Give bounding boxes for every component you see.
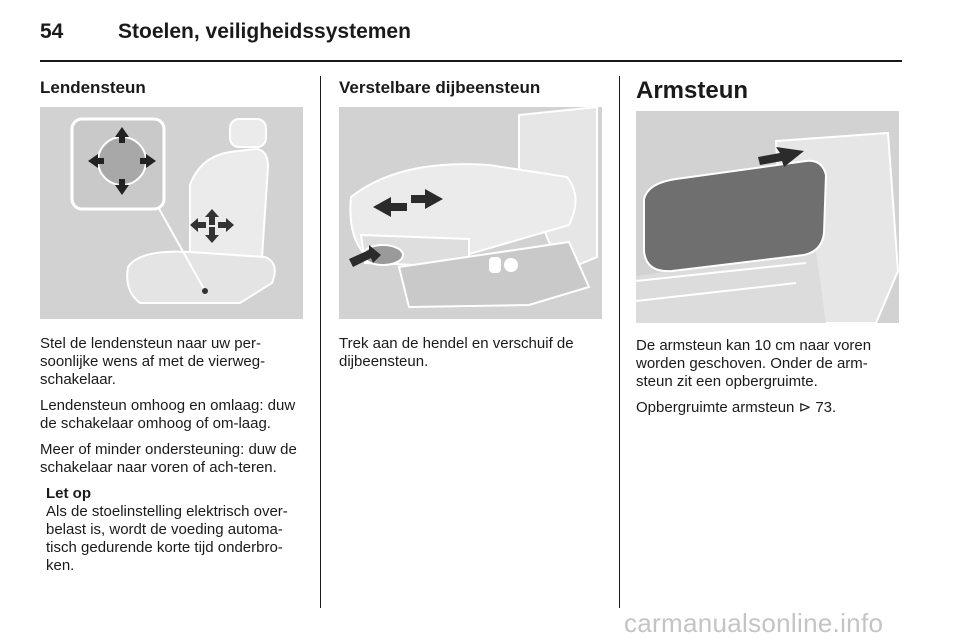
- section-armsteun: [636, 76, 902, 425]
- section-lendensteun: [40, 76, 306, 583]
- header-rule: [40, 60, 902, 62]
- paragraph: Meer of minder ondersteuning: duw de schakelaar naar voren of ach-teren.: [40, 441, 297, 476]
- page-header: [40, 16, 902, 61]
- thigh-support-illustration: [339, 107, 602, 319]
- page-title: Stoelen, veiligheidssystemen: [118, 20, 411, 43]
- paragraph: Trek aan de hendel en verschuif de dijbeensteun.: [339, 335, 574, 370]
- arrow-reference-icon: ⊳: [798, 399, 812, 416]
- page-number: 54: [40, 20, 64, 43]
- paragraph: Lendensteun omhoog en omlaag: duw de schakelaar omhoog of om-laag.: [40, 397, 296, 432]
- note-title: Let op: [46, 485, 91, 502]
- column-divider: [619, 76, 620, 608]
- paragraph: De armsteun kan 10 cm naar voren worden geschoven. Onder de arm-steun zit een opbergruimte.: [636, 337, 872, 390]
- watermark: carmanualsonline.info: [624, 608, 884, 638]
- note-text: Als de stoelinstelling elektrisch over-belast is, wordt de voeding automa-tisch gedurende korte tijd onderbro-ken.: [46, 503, 288, 574]
- section-dijbeensteun: [339, 76, 605, 379]
- armrest-illustration: [636, 111, 899, 323]
- paragraph: Stel de lendensteun naar uw per-soonlijke wens af met de vierweg-schakelaar.: [40, 335, 266, 388]
- paragraph: [636, 399, 902, 417]
- lumbar-support-illustration: [40, 107, 303, 319]
- section-heading: Verstelbare dijbeensteun: [339, 78, 541, 97]
- reference-page[interactable]: 73.: [815, 399, 837, 416]
- section-heading: Lendensteun: [40, 78, 146, 97]
- reference-label: Opbergruimte armsteun: [636, 399, 795, 416]
- section-heading: Armsteun: [636, 77, 749, 104]
- column-divider: [320, 76, 321, 608]
- note-box: [46, 485, 306, 575]
